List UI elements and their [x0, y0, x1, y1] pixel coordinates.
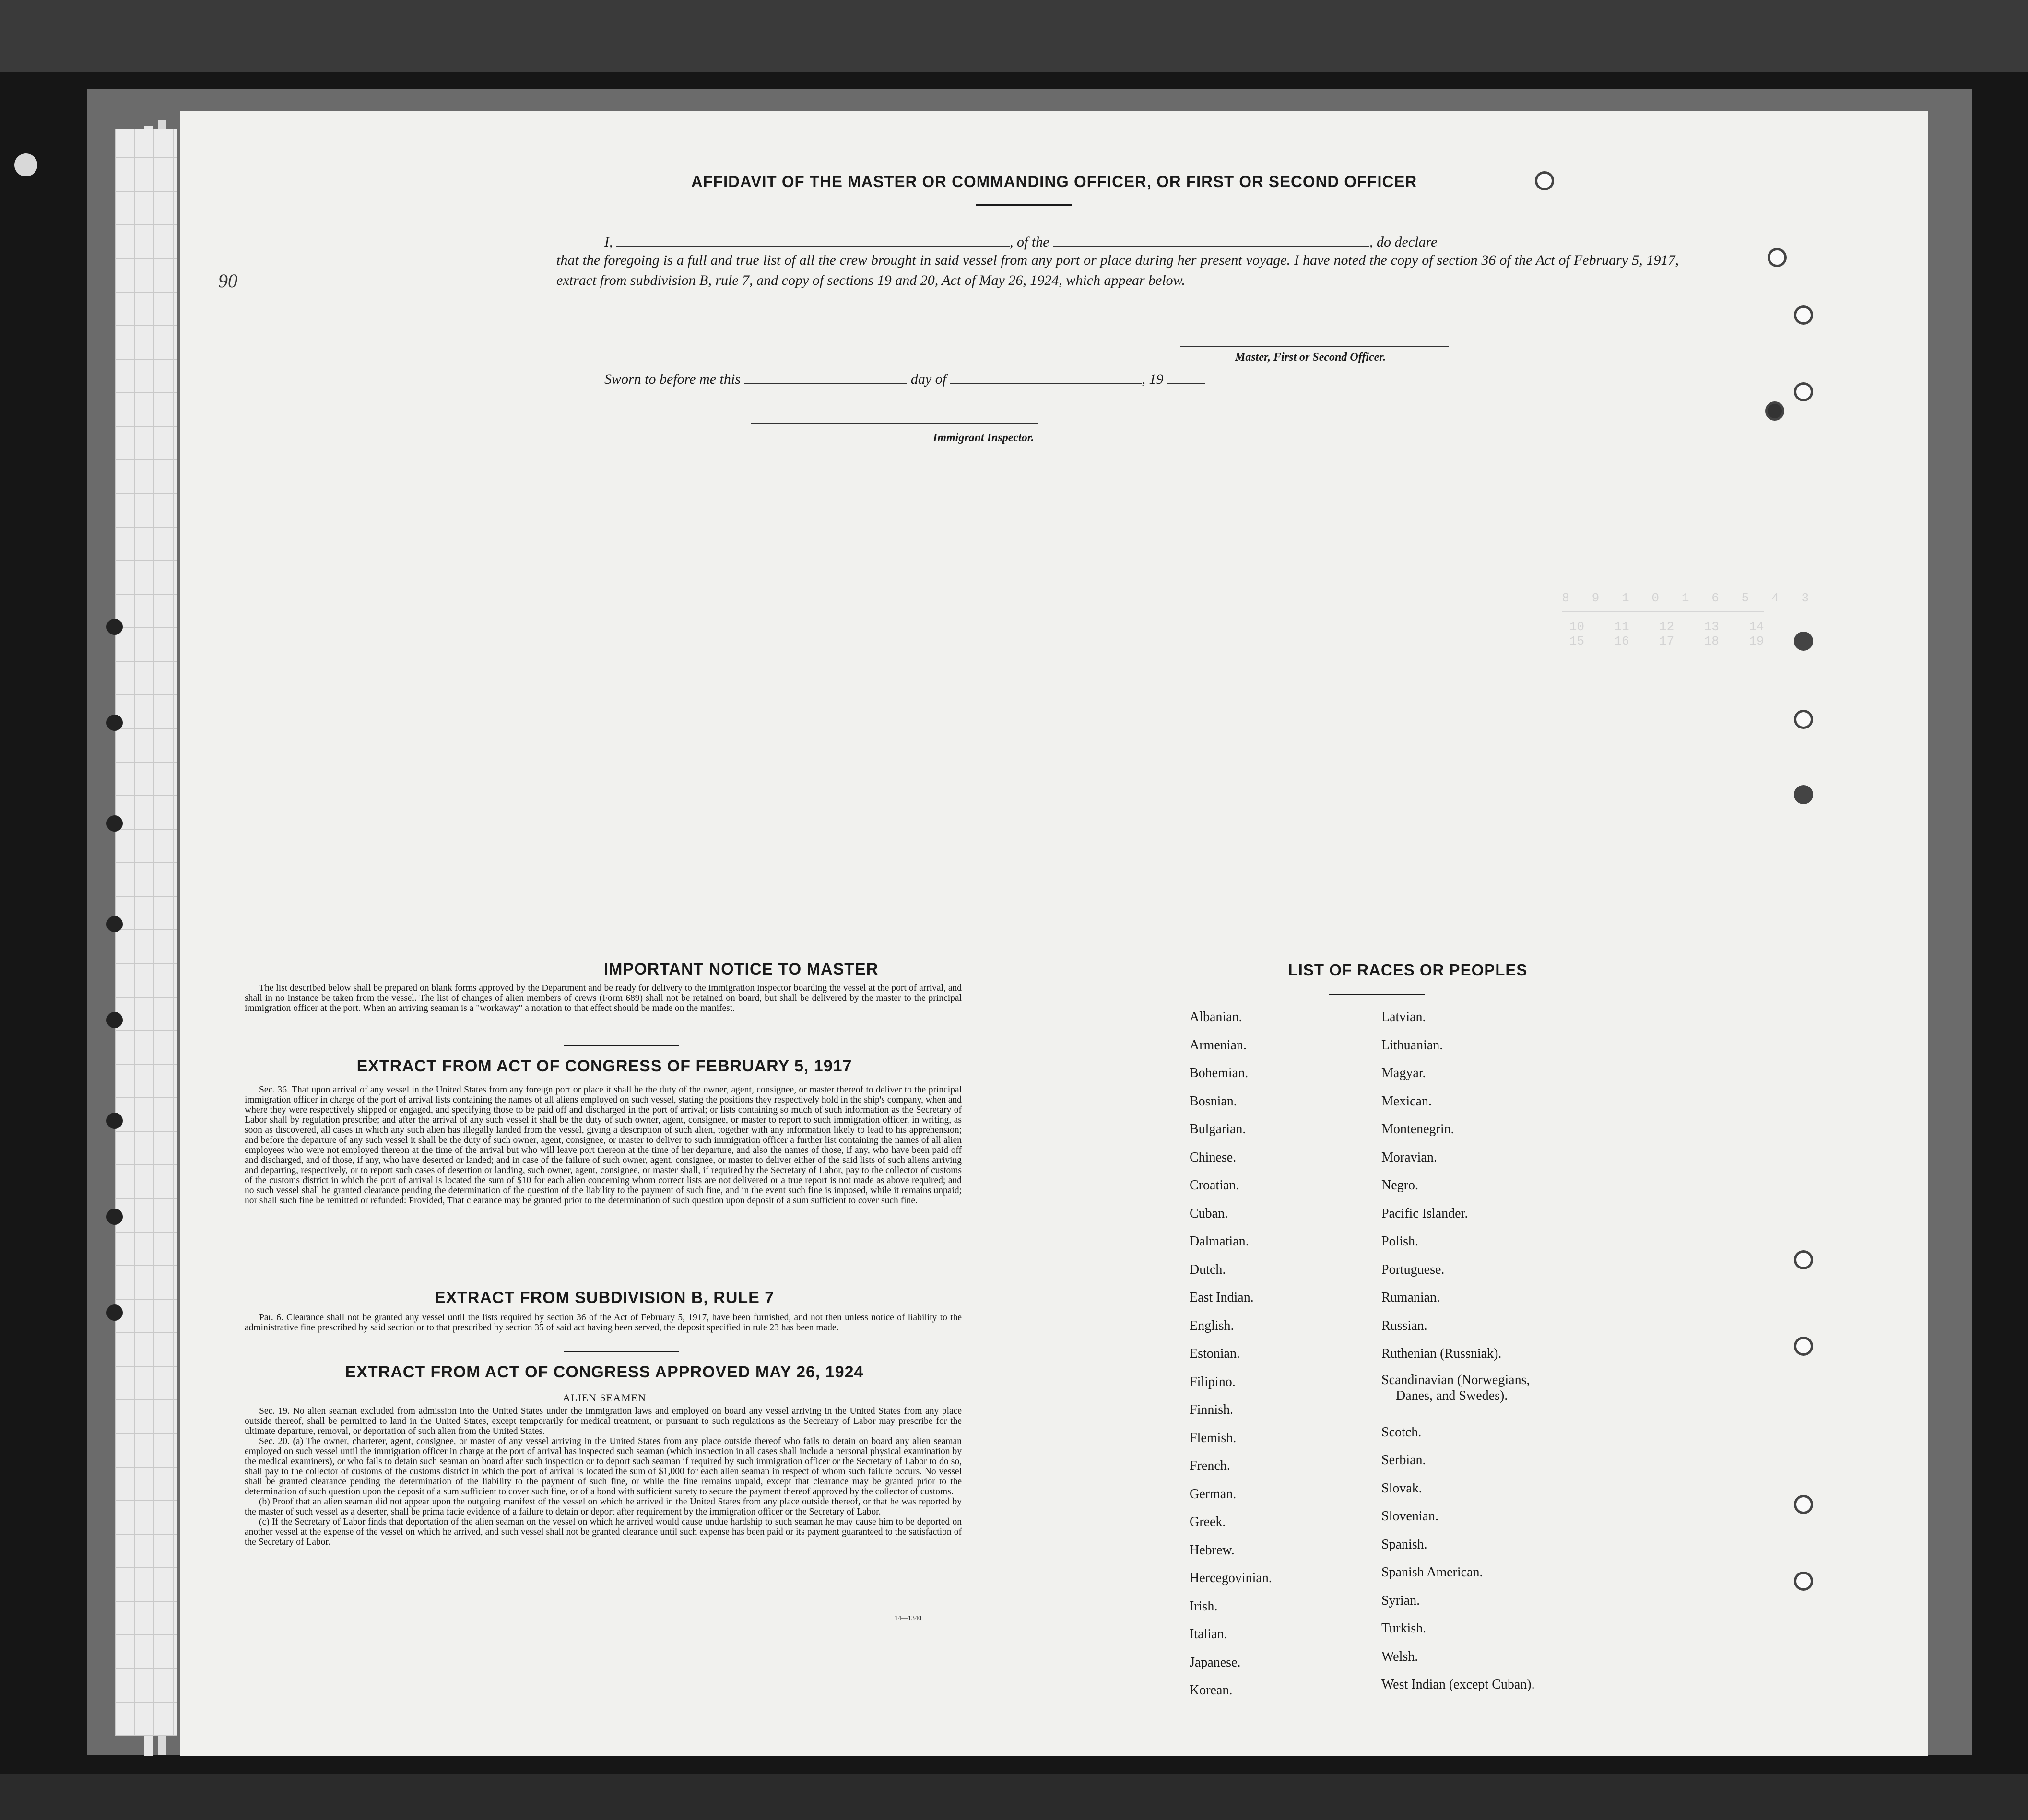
race-item: Slovak.: [1381, 1480, 1422, 1496]
punch-hole: [1794, 710, 1813, 729]
sec-20c-paragraph: (c) If the Secretary of Labor finds that deportation of the alien seaman on the vessel on which he arrived would cause undue hardship to such seaman he may cause him to be deported on another vessel at the expense of the vessel on which he arrived, and such vessel shall not be granted clearance until such expense has been paid or its payment guaranteed to the satisfaction of the Secretary of Labor.: [245, 1517, 962, 1547]
race-item: Bosnian.: [1190, 1093, 1237, 1109]
race-item: Cuban.: [1190, 1206, 1228, 1221]
of-the-label: , of the: [1010, 234, 1049, 250]
race-item: Scandinavian (Norwegians,: [1381, 1372, 1530, 1387]
race-item: Portuguese.: [1381, 1262, 1445, 1277]
extract-1917-title: EXTRACT FROM ACT OF CONGRESS OF FEBRUARY 5, 1917: [356, 1057, 852, 1075]
race-item: Scotch.: [1381, 1424, 1422, 1440]
punch-hole: [1794, 382, 1813, 401]
punch-hole: [1794, 1495, 1813, 1514]
race-item: West Indian (except Cuban).: [1381, 1677, 1535, 1692]
inspector-caption: Immigrant Inspector.: [933, 432, 1034, 444]
race-item: Montenegrin.: [1381, 1122, 1454, 1137]
race-item: Chinese.: [1190, 1150, 1237, 1165]
alien-seamen-subtitle: ALIEN SEAMEN: [563, 1392, 646, 1404]
race-item: Hercegovinian.: [1190, 1571, 1272, 1585]
par-6-paragraph: Par. 6. Clearance shall not be granted any vessel until the lists required by section 36 of the Act of February 5, 1917, have been furnished, and not then unless notice of liability to the administrative fine prescribed by said section or to that prescribed by section 35 of said act having been served, the deposit specified in rule 23 has been made.: [245, 1313, 962, 1333]
extract-1924-body: [245, 1406, 962, 1547]
divider: [564, 1045, 679, 1046]
binding-hole: [106, 815, 123, 832]
race-item: Hebrew.: [1190, 1542, 1235, 1558]
race-item: Filipino.: [1190, 1374, 1236, 1389]
race-item: East Indian.: [1190, 1290, 1254, 1305]
sworn-month-field[interactable]: [950, 369, 1142, 384]
race-item: Latvian.: [1381, 1010, 1426, 1024]
race-item: Dalmatian.: [1190, 1234, 1249, 1249]
affidavit-body: that the foregoing is a full and true list of all the crew brought in said vessel from any port or place during her present voyage. I have noted the copy of section 36 of the Act of February 5, 1917, extract from subdivision B, rule 7, and copy of sections 19 and 20, Act of May 26, 1924, which appear below.: [556, 252, 1679, 288]
form-page: [180, 111, 1928, 1756]
races-title: LIST OF RACES OR PEOPLES: [1288, 961, 1528, 979]
margin-annotation: 90: [218, 270, 237, 292]
i-label: I,: [604, 234, 613, 250]
affidavit-title: AFFIDAVIT OF THE MASTER OR COMMANDING OFFICER, OR FIRST OR SECOND OFFICER: [691, 173, 1417, 190]
race-item: Korean.: [1190, 1683, 1233, 1698]
punch-hole: [1765, 401, 1784, 421]
sec-20b-paragraph: (b) Proof that an alien seaman did not appear upon the outgoing manifest of the vessel on which he arrived in the United States from any place outside thereof, or that he was reported by the master of such vessel as a deserter, shall be prima facie evidence of a failure to detain or deport after requirement by the immigration officer or the Secretary of Labor.: [245, 1497, 962, 1517]
divider: [1329, 994, 1425, 995]
sec-36-paragraph: Sec. 36. That upon arrival of any vessel in the United States from any foreign port or place it shall be the duty of the owner, agent, consignee, or master thereof to deliver to the principal immigration officer in charge of the port of arrival lists containing the names of all aliens employed on such vessel, stating the positions they respectively hold in the ship's company, when and where they were respectively shipped or engaged, and specifying those to be paid off and discharged in the port of arrival; or lists containing so much of such information as the Secretary of Labor shall by regulation prescribe; and after the arrival of any such vessel it shall be the duty of such owner, agent, consignee, or master to report to such immigration officer, in writing, as soon as discovered, all cases in which any such alien has illegally landed from the vessel, giving a description of such alien, together with any information likely to lead to his apprehension; and before the departure of any such vessel it shall be the duty of such owner, agent, consignee, or master to deliver to such immigration officer a further list containing the names of all alien employees who were not employed thereon at the time of the arrival but who will leave port thereon at the time of her departure, and also the names of those, if any, who have been paid off and discharged, and of those, if any, who have deserted or landed; and in case of the failure of such owner, agent, consignee, or master to deliver either of the said lists of such aliens arriving and departing, respectively, or to report such cases of desertion or landing, such owner, agent, consignee, or master shall, if required by the Secretary of Labor, pay to the collector of customs of the customs district in which the port of arrival is located the sum of $10 for each alien concerning whom correct lists are not delivered or a true report is not made as above required; and no such vessel shall be granted clearance pending the determination of the question of the liability to the payment of such fine, and in the event such fine is imposed, while it remains unpaid; nor shall such fine be remitted or refunded: Provided, That clearance may be granted prior to the determination of such question upon deposit of a sum sufficient to cover such fine.: [245, 1085, 962, 1206]
rule7-body: [245, 1313, 962, 1333]
year-label: , 19: [1142, 371, 1164, 387]
binding-hole: [106, 916, 123, 932]
vessel-field[interactable]: [1053, 232, 1369, 247]
race-item: French.: [1190, 1458, 1230, 1473]
binding-hole: [106, 1012, 123, 1028]
form-number: 14—1340: [895, 1615, 921, 1622]
notice-title: IMPORTANT NOTICE TO MASTER: [603, 960, 879, 978]
race-item: Japanese.: [1190, 1655, 1241, 1670]
race-item: Turkish.: [1381, 1621, 1427, 1636]
race-item: Pacific Islander.: [1381, 1206, 1468, 1221]
race-item: Estonian.: [1190, 1346, 1240, 1361]
race-item: Irish.: [1190, 1598, 1218, 1614]
race-item: Welsh.: [1381, 1649, 1418, 1664]
races-right-column: [1381, 1003, 1535, 1699]
day-of-label: day of: [910, 371, 947, 387]
punch-hole: [1794, 1250, 1813, 1269]
film-border-bottom: [0, 1774, 2028, 1820]
binding-hole: [106, 715, 123, 731]
race-item: Albanian.: [1190, 1010, 1242, 1024]
rule7-title: EXTRACT FROM SUBDIVISION B, RULE 7: [434, 1289, 775, 1307]
race-item: Italian.: [1190, 1627, 1227, 1642]
race-item: Magyar.: [1381, 1066, 1426, 1080]
race-item-continuation: Danes, and Swedes).: [1396, 1388, 1508, 1403]
sworn-year-field[interactable]: [1167, 369, 1205, 384]
divider: [976, 204, 1072, 206]
race-item: Spanish American.: [1381, 1565, 1483, 1580]
bleed-through-text: 8 9 1 0 1 6 5 4 3 ─────────────────────────── 10 11 12 13 14 15 16 17 18 19: [1562, 591, 1809, 648]
punch-hole: [1768, 248, 1787, 267]
inspector-signature-line[interactable]: [751, 423, 1038, 424]
sworn-label: Sworn to before me this: [604, 371, 741, 387]
master-caption: Master, First or Second Officer.: [1235, 351, 1386, 364]
notice-paragraph: The list described below shall be prepared on blank forms approved by the Department and be ready for delivery to the immigration inspector boarding the vessel at the port of arrival, and shall in no instance be taken from the vessel. The list of changes of alien members of crews (Form 689) shall not be retained on board, but shall be delivered by the master to the principal immigration officer at the port. When an arriving seaman is a "workaway" a notation to that effect should be made on the manifest.: [245, 983, 962, 1013]
punch-hole: [1794, 1572, 1813, 1591]
race-item: German.: [1190, 1486, 1237, 1502]
punch-hole: [1794, 1337, 1813, 1356]
race-item: Flemish.: [1190, 1430, 1237, 1445]
extract-1917-body: [245, 1085, 962, 1206]
binding-hole: [106, 619, 123, 635]
sworn-line: [604, 369, 1205, 387]
film-punch-hole: [14, 153, 37, 176]
sworn-day-field[interactable]: [744, 369, 907, 384]
notice-body: [245, 983, 962, 1013]
affidavit-declaration-line: [604, 232, 1669, 250]
race-item: Polish.: [1381, 1234, 1419, 1249]
race-item: Dutch.: [1190, 1262, 1226, 1277]
race-item: Bohemian.: [1190, 1066, 1249, 1080]
race-item: Moravian.: [1381, 1150, 1437, 1165]
race-item: Slovenian.: [1381, 1509, 1438, 1524]
race-item: Bulgarian.: [1190, 1122, 1246, 1137]
race-item: Lithuanian.: [1381, 1037, 1443, 1053]
race-item: Croatian.: [1190, 1178, 1239, 1193]
race-item: Greek.: [1190, 1515, 1226, 1529]
race-item: Finnish.: [1190, 1402, 1234, 1417]
race-item: Armenian.: [1190, 1037, 1247, 1053]
extract-1924-title: EXTRACT FROM ACT OF CONGRESS APPROVED MAY 26, 1924: [345, 1363, 864, 1381]
race-item: Syrian.: [1381, 1593, 1420, 1608]
race-item-scandinavian: [1381, 1368, 1535, 1419]
punch-hole: [1794, 305, 1813, 325]
sec-20a-paragraph: Sec. 20. (a) The owner, charterer, agent, consignee, or master of any vessel arriving in the United States from any place outside thereof who fails to detain on board any alien seaman employed on such vessel until the immigration officer in charge at the port of arrival has inspected such seaman (which inspection in all cases shall include a personal physical examination by the medical examiners), or who fails to detain such seaman on board after such inspection or to deport such seaman if required by such immigration officer or the Secretary of Labor to do so, shall pay to the collector of customs of the customs district in which the port of arrival is located the sum of $1,000 for each alien seaman in respect of whom such failure occurs. No vessel shall be granted clearance pending the determination of the liability to the payment of such fine, or while the fine remains unpaid, except that clearance may be granted prior to the determination of such question upon the deposit of a sum sufficient to cover such fine, or of a bond with sufficient surety to secure the payment thereof approved by the collector of customs.: [245, 1436, 962, 1497]
race-item: Serbian.: [1381, 1453, 1426, 1468]
punch-hole: [1794, 632, 1813, 651]
race-item: Spanish.: [1381, 1537, 1427, 1552]
punch-hole: [1794, 785, 1813, 804]
name-field[interactable]: [616, 232, 1010, 247]
race-item: Mexican.: [1381, 1093, 1432, 1109]
binding-hole: [106, 1209, 123, 1225]
do-declare-label: , do declare: [1369, 234, 1438, 250]
master-signature-line[interactable]: [1180, 346, 1449, 347]
race-item: Rumanian.: [1381, 1290, 1440, 1305]
race-item: Ruthenian (Russniak).: [1381, 1346, 1502, 1361]
races-left-column: [1190, 1003, 1272, 1705]
binding-hole: [106, 1113, 123, 1129]
divider: [564, 1351, 679, 1352]
race-item: Negro.: [1381, 1178, 1418, 1193]
binding-hole: [106, 1304, 123, 1321]
race-item: Russian.: [1381, 1318, 1427, 1333]
sec-19-paragraph: Sec. 19. No alien seaman excluded from admission into the United States under the immigration laws and employed on board any vessel arriving in the United States from any place outside thereof, shall be permitted to land in the United States, except temporarily for medical treatment, or pursuant to such regulations as the Secretary of Labor may prescribe for the ultimate departure, removal, or deportation of such alien from the United States.: [245, 1406, 962, 1436]
film-border-top: [0, 0, 2028, 72]
race-item: English.: [1190, 1318, 1234, 1333]
grid-sheet-margin: [115, 129, 177, 1736]
punch-hole: [1535, 171, 1554, 190]
